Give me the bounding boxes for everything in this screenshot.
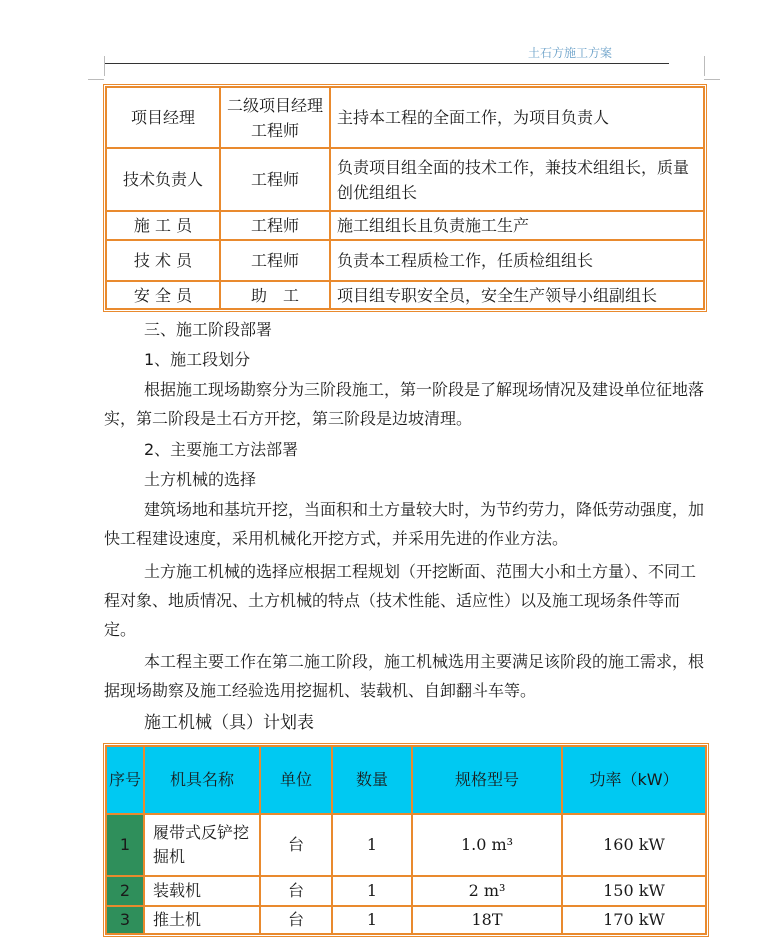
role-cell: 技术负责人 (106, 148, 220, 211)
row-name: 装载机 (144, 876, 260, 906)
paragraph: 本工程主要工作在第二施工阶段，施工机械选用主要满足该阶段的施工需求，根据现场勘察及施工经验选用挖掘机、装载机、自卸翻斗车等。 (104, 652, 705, 700)
staff-table (103, 84, 707, 312)
table-row (106, 906, 706, 934)
table-row (106, 211, 704, 240)
running-header: 土石方施工方案 (528, 46, 613, 60)
row-spec: 18T (412, 906, 562, 934)
title-cell: 助 工 (220, 281, 330, 309)
duty-cell: 项目组专职安全员，安全生产领导小组副组长 (330, 281, 704, 309)
header-qty: 数量 (332, 746, 412, 814)
row-unit: 台 (260, 876, 332, 906)
paragraph: 根据施工现场勘察分为三阶段施工，第一阶段是了解现场情况及建设单位征地落实，第二阶段是土石方开挖，第三阶段是边坡清理。 (104, 380, 705, 428)
title-cell: 工程师 (220, 148, 330, 211)
row-qty: 1 (332, 906, 412, 934)
table-row (106, 876, 706, 906)
table-caption: 施工机械（具）计划表 (144, 713, 314, 733)
margin-mark (88, 79, 104, 80)
section-heading: 三、施工阶段部署 (144, 320, 273, 339)
table-row (106, 281, 704, 309)
header-unit: 单位 (260, 746, 332, 814)
row-unit: 台 (260, 906, 332, 934)
row-power: 170 kW (562, 906, 706, 934)
margin-mark (704, 56, 705, 76)
header-rule (104, 63, 669, 64)
subheading: 1、施工段划分 (144, 350, 251, 369)
duty-cell: 负责本工程质检工作，任质检组组长 (330, 240, 704, 281)
header-index: 序号 (106, 746, 144, 814)
role-cell: 安 全 员 (106, 281, 220, 309)
header-spec: 规格型号 (412, 746, 562, 814)
row-unit: 台 (260, 814, 332, 876)
machine-table (103, 743, 709, 937)
paragraph: 建筑场地和基坑开挖，当面积和土方量较大时，为节约劳力，降低劳动强度，加快工程建设速度，采用机械化开挖方式，并采用先进的作业方法。 (104, 500, 705, 548)
row-name: 履带式反铲挖掘机 (144, 814, 260, 876)
subheading: 土方机械的选择 (144, 470, 257, 489)
role-cell: 施 工 员 (106, 211, 220, 240)
row-index: 1 (106, 814, 144, 876)
margin-mark (704, 79, 720, 80)
row-name: 推土机 (144, 906, 260, 934)
table-row (106, 814, 706, 876)
subheading: 2、主要施工方法部署 (144, 440, 299, 459)
row-spec: 2 m³ (412, 876, 562, 906)
header-power: 功率（kW） (562, 746, 706, 814)
row-spec: 1.0 m³ (412, 814, 562, 876)
duty-cell: 主持本工程的全面工作，为项目负责人 (330, 87, 704, 148)
table-header-row (106, 746, 706, 814)
row-power: 160 kW (562, 814, 706, 876)
table-row (106, 240, 704, 281)
title-cell: 工程师 (220, 211, 330, 240)
paragraph: 土方施工机械的选择应根据工程规划（开挖断面、范围大小和土方量）、不同工程对象、地质情况、土方机械的特点（技术性能、适应性）以及施工现场条件等而定。 (104, 562, 697, 639)
margin-mark (104, 56, 105, 76)
role-cell: 技 术 员 (106, 240, 220, 281)
role-cell: 项目经理 (106, 87, 220, 148)
duty-cell: 施工组组长且负责施工生产 (330, 211, 704, 240)
header-name: 机具名称 (144, 746, 260, 814)
row-index: 3 (106, 906, 144, 934)
title-cell: 工程师 (220, 240, 330, 281)
duty-cell: 负责项目组全面的技术工作，兼技术组组长，质量创优组组长 (330, 148, 704, 211)
row-power: 150 kW (562, 876, 706, 906)
row-qty: 1 (332, 814, 412, 876)
table-row (106, 87, 704, 148)
title-cell: 二级项目经理工程师 (220, 87, 330, 148)
table-row (106, 148, 704, 211)
row-qty: 1 (332, 876, 412, 906)
row-index: 2 (106, 876, 144, 906)
